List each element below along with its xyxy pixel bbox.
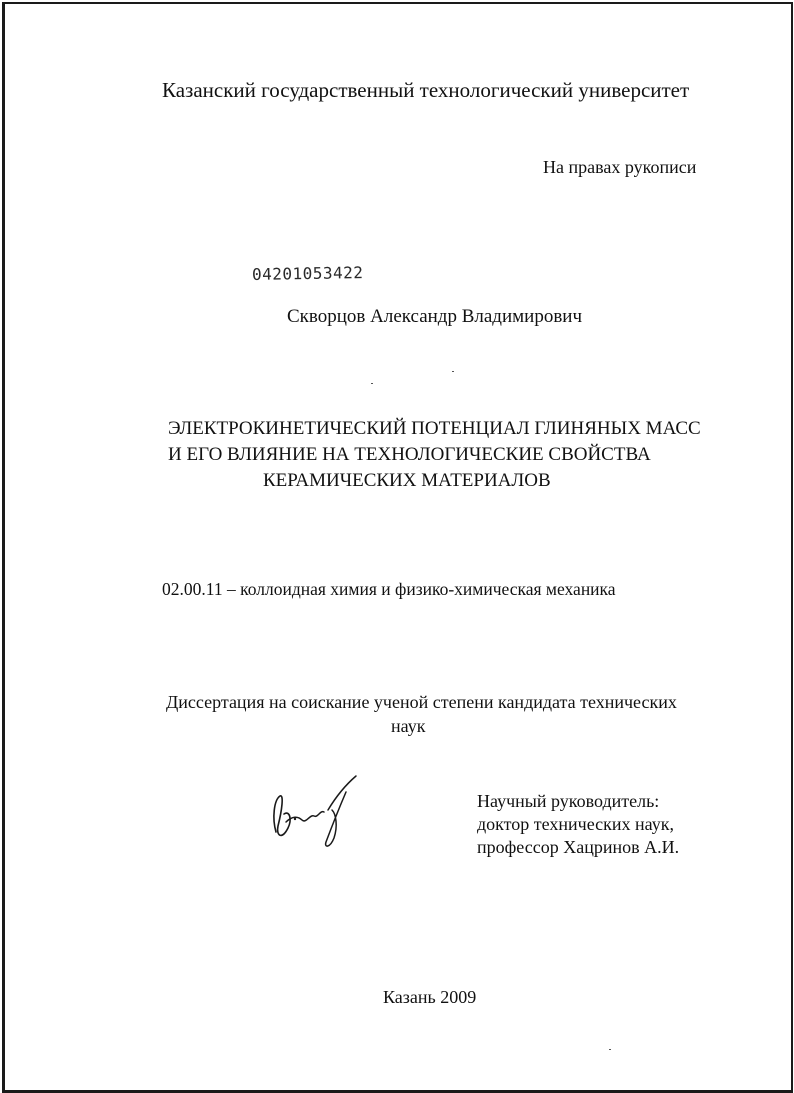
handwritten-signature-icon — [262, 770, 372, 855]
degree-statement-line: наук — [391, 716, 426, 736]
title-line: ЭЛЕКТРОКИНЕТИЧЕСКИЙ ПОТЕНЦИАЛ ГЛИНЯНЫХ МАСС — [168, 418, 701, 439]
rights-notice: На правах рукописи — [543, 157, 697, 177]
specialty-code: 02.00.11 – коллоидная химия и физико-химическая механика — [162, 579, 616, 599]
dissertation-title — [168, 416, 701, 494]
university-name: Казанский государственный технологический университет — [162, 78, 690, 102]
supervisor-block — [477, 790, 679, 859]
supervisor-degree: доктор технических наук, — [477, 814, 674, 834]
archive-stamp-code: 04201053422 — [251, 263, 364, 284]
author-name: Скворцов Александр Владимирович — [287, 306, 583, 327]
title-line: И ЕГО ВЛИЯНИЕ НА ТЕХНОЛОГИЧЕСКИЕ СВОЙСТВА — [168, 444, 651, 465]
city-year: Казань 2009 — [383, 987, 477, 1007]
degree-statement — [166, 690, 677, 738]
title-line: КЕРАМИЧЕСКИХ МАТЕРИАЛОВ — [263, 470, 551, 491]
supervisor-name: профессор Хацринов А.И. — [477, 837, 680, 857]
supervisor-role: Научный руководитель: — [477, 791, 660, 811]
scan-speck — [371, 383, 373, 384]
scan-speck — [452, 371, 454, 372]
degree-statement-line: Диссертация на соискание ученой степени кандидата технических — [166, 692, 677, 712]
scan-speck — [609, 1049, 611, 1050]
